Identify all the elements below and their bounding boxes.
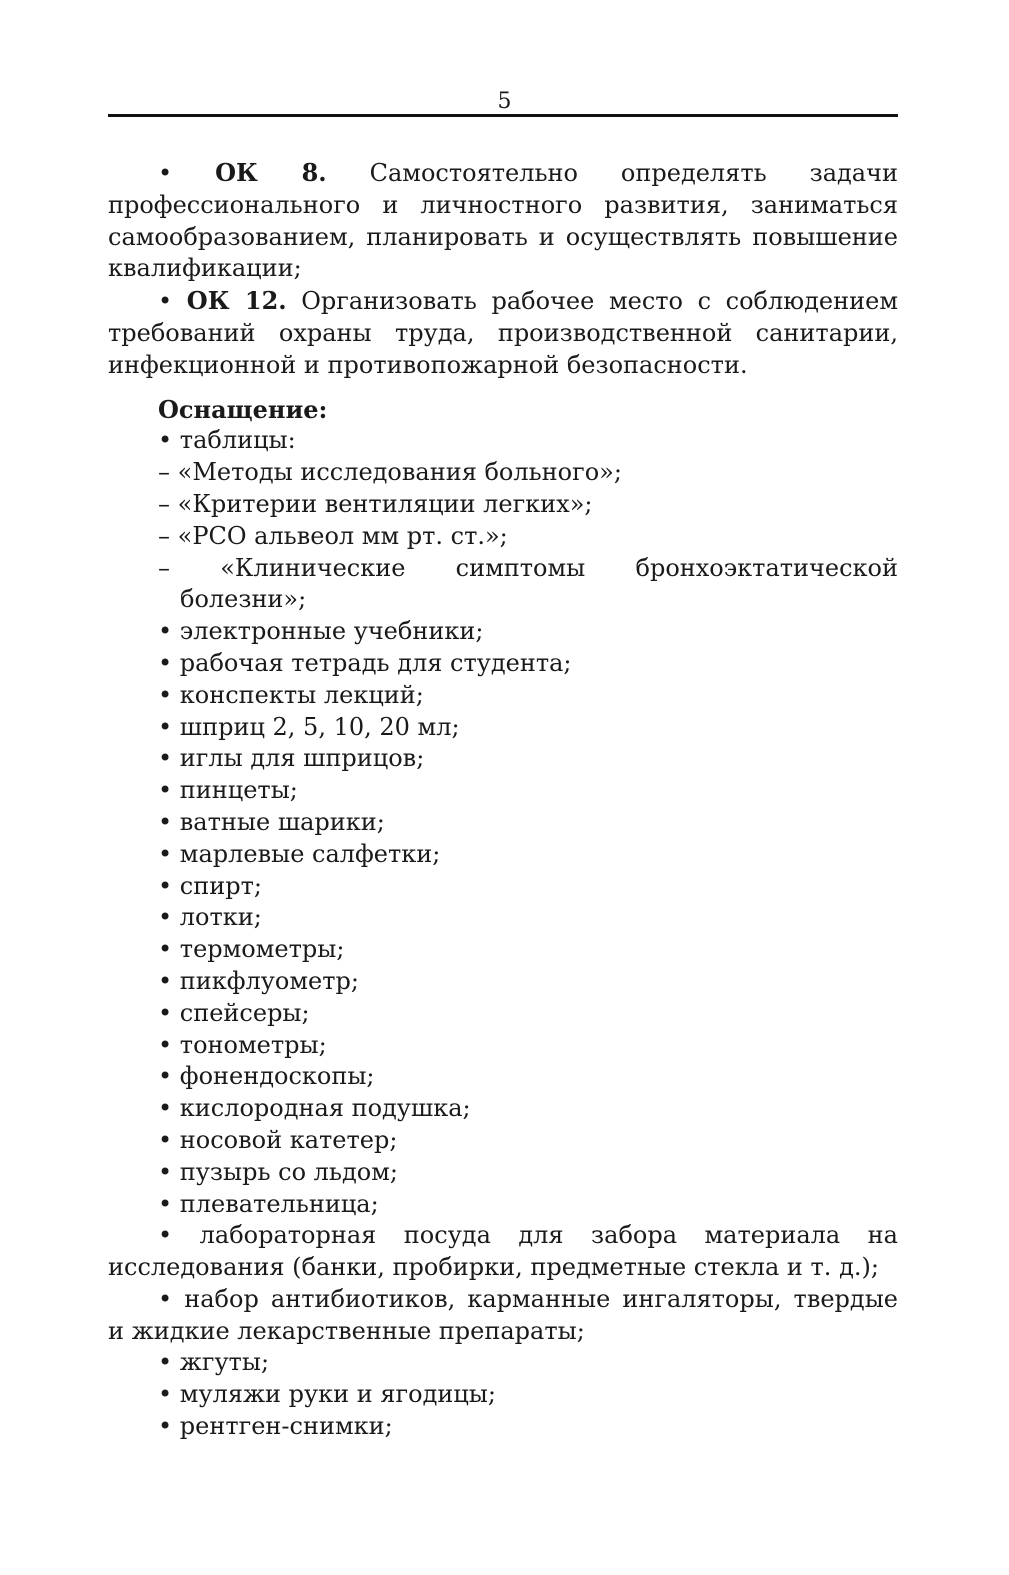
competency-text: Самостоятельно определять задачи профессионального и личностного развития, заниматься самообразованием, планировать и осуществлять повышение квалификации; bbox=[108, 159, 898, 283]
list-item: • ватные шарики; bbox=[158, 807, 385, 836]
header-rule bbox=[108, 114, 898, 117]
list-item: • таблицы: bbox=[158, 426, 296, 455]
list-item: • конспекты лекций; bbox=[158, 680, 424, 709]
list-item: • пузырь со льдом; bbox=[158, 1157, 398, 1186]
competency-code: ОК 8. bbox=[215, 158, 327, 187]
list-item: • электронные учебники; bbox=[158, 617, 484, 646]
list-item: • шприц 2, 5, 10, 20 мл; bbox=[158, 712, 460, 741]
page-number: 5 bbox=[497, 89, 512, 114]
page-body bbox=[108, 157, 898, 1443]
list-item: • рентген-снимки; bbox=[158, 1412, 393, 1441]
competency-code: ОК 12. bbox=[186, 286, 287, 316]
list-item: • фонендоскопы; bbox=[158, 1062, 375, 1091]
list-item: • муляжи руки и ягодицы; bbox=[158, 1380, 496, 1409]
list-item: • спирт; bbox=[158, 871, 262, 900]
list-item: • набор антибиотиков, карманные ингаляторы, твердые и жидкие лекарственные препараты; bbox=[108, 1284, 898, 1345]
list-item: • иглы для шприцов; bbox=[158, 744, 425, 773]
list-item: • рабочая тетрадь для студента; bbox=[158, 648, 572, 677]
list-item: • тонометры; bbox=[158, 1030, 327, 1059]
list-item: • лабораторная посуда для забора материала на исследования (банки, пробирки, предметные стекла и т. д.); bbox=[108, 1221, 898, 1282]
list-item: – «Критерии вентиляции легких»; bbox=[158, 489, 593, 518]
list-item: • спейсеры; bbox=[158, 998, 310, 1027]
list-item: – «РСО альвеол мм рт. ст.»; bbox=[158, 521, 508, 550]
list-item: • пикфлуометр; bbox=[158, 966, 359, 995]
list-item: • лотки; bbox=[158, 903, 262, 932]
competency-text: Организовать рабочее место с соблюдением требований охраны труда, производственной санитарии, инфекционной и противопожарной безопасности. bbox=[108, 287, 898, 379]
list-item: • плевательница; bbox=[158, 1189, 379, 1218]
list-item: – «Методы исследования больного»; bbox=[158, 458, 622, 487]
list-item: • кислородная подушка; bbox=[158, 1094, 471, 1123]
list-item: • термометры; bbox=[158, 935, 345, 964]
list-item: • марлевые салфетки; bbox=[158, 839, 441, 868]
bullet: • bbox=[158, 159, 173, 187]
competency-ok12 bbox=[108, 285, 898, 381]
bullet: • bbox=[158, 287, 173, 316]
list-item: • носовой катетер; bbox=[158, 1125, 398, 1154]
equipment-heading: Оснащение: bbox=[158, 394, 328, 424]
competency-ok8 bbox=[108, 157, 898, 285]
list-item: • жгуты; bbox=[158, 1348, 270, 1377]
list-item: – «Клинические симптомы бронхоэктатической болезни»; bbox=[158, 553, 898, 614]
list-item: • пинцеты; bbox=[158, 776, 298, 805]
